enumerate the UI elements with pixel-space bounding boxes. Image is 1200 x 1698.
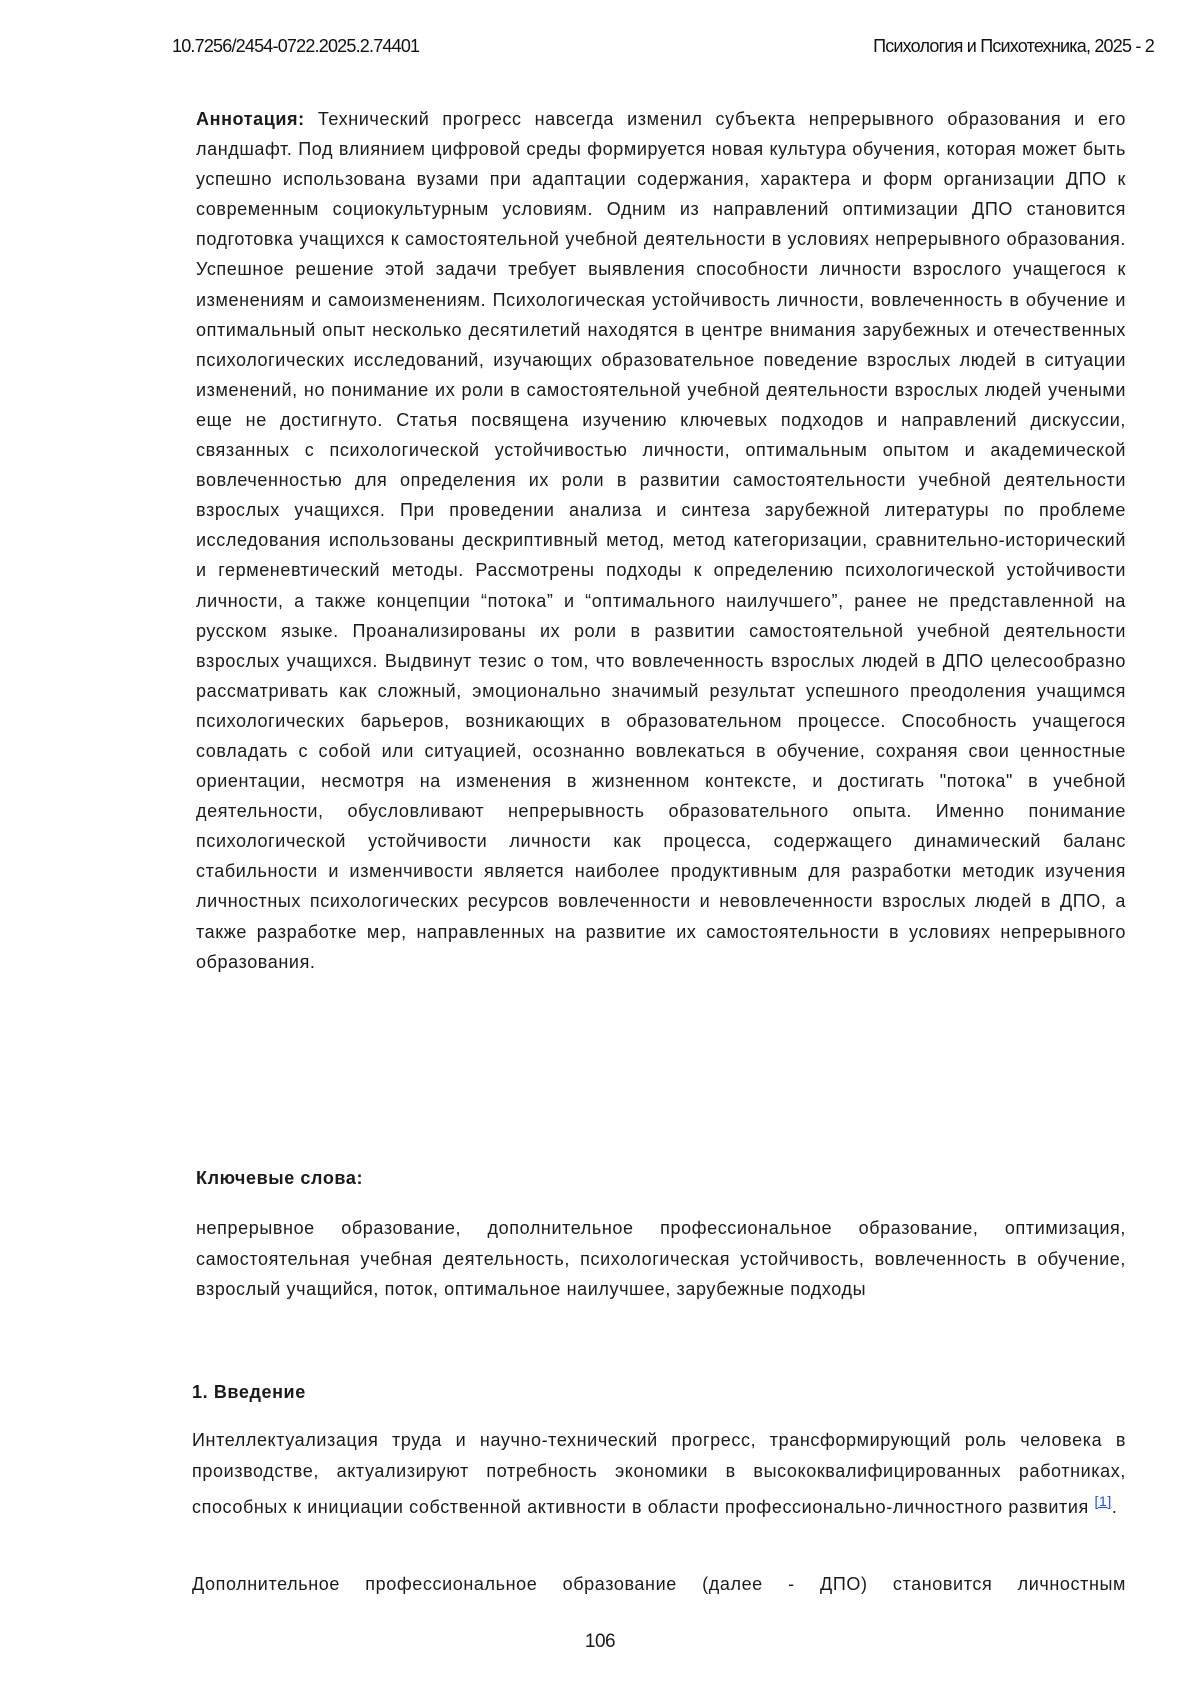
intro-paragraph: [192, 1425, 1126, 1523]
section-heading: 1. Введение: [192, 1382, 306, 1403]
abstract-label: Аннотация:: [196, 109, 305, 129]
reference-1: [1095, 1493, 1112, 1510]
page-number: 106: [0, 1631, 1200, 1653]
doi: 10.7256/2454-0722.2025.2.74401: [172, 36, 419, 57]
keywords-title: Ключевые слова:: [196, 1168, 363, 1189]
abstract-paragraph: [196, 104, 1126, 977]
abstract-block: [196, 104, 1126, 977]
intro-text-tail: .: [1112, 1497, 1118, 1517]
intro-paragraph-2: Дополнительное профессиональное образование (далее - ДПО) становится личностным: [192, 1569, 1126, 1599]
journal-title: Психология и Психотехника, 2025 - 2: [873, 36, 1154, 57]
intro-text: Интеллектуализация труда и научно-технический прогресс, трансформирующий роль человека в производстве, актуализируют потребность экономики в высококвалифицированных работниках, способных к инициации собственной активности в области профессионально-личностного развития: [192, 1430, 1126, 1517]
abstract-text: Технический прогресс навсегда изменил субъекта непрерывного образования и его ландшафт. Под влиянием цифровой среды формируется новая культура обучения, которая может быть успешно использована вузами при адаптации содержания, характера и форм организации ДПО к современным социокультурным условиям. Одним из направлений оптимизации ДПО становится подготовка учащихся к самостоятельной учебной деятельности в условиях непрерывного образования. Успешное решение этой задачи требует выявления способности личности взрослого учащегося к изменениям и самоизменениям. Психологическая устойчивость личности, вовлеченность в обучение и оптимальный опыт несколько десятилетий находятся в центре внимания зарубежных и отечественных психологических исследований, изучающих образовательное поведение взрослых людей в ситуации изменений, но понимание их роли в самостоятельной учебной деятельности взрослых людей учеными еще не достигнуто. Статья посвящена изучению ключевых подходов и направлений дискуссии, связанных с психологической устойчивостью личности, оптимальным опытом и академической вовлеченностью для определения их роли в развитии самостоятельности учебной деятельности взрослых учащихся. При проведении анализа и синтеза зарубежной литературы по проблеме исследования использованы дескриптивный метод, метод категоризации, сравнительно-исторический и герменевтический методы. Рассмотрены подходы к определению психологической устойчивости личности, а также концепции “потока” и “оптимального наилучшего”, ранее не представленной на русском языке. Проанализированы их роли в развитии самостоятельной учебной деятельности взрослых учащихся. Выдвинут тезис о том, что вовлеченность взрослых людей в ДПО целесообразно рассматривать как сложный, эмоционально значимый результат успешного преодоления учащимся психологических барьеров, возникающих в образовательном процессе. Способность учащегося совладать с собой или ситуацией, осознанно вовлекаться в обучение, сохраняя свои ценностные ориентации, несмотря на изменения в жизненном контексте, и достигать "потока" в учебной деятельности, обусловливают непрерывность образовательного опыта. Именно понимание психологической устойчивости личности как процесса, содержащего динамический баланс стабильности и изменчивости является наиболее продуктивным для разработки методик изучения личностных психологических ресурсов вовлеченности и невовлеченности взрослых людей в ДПО, а также разработке мер, направленных на развитие их самостоятельности в условиях непрерывного образования.: [196, 109, 1126, 972]
running-header: [0, 36, 1200, 60]
keywords-text: непрерывное образование, дополнительное профессиональное образование, оптимизация, самостоятельная учебная деятельность, психологическая устойчивость, вовлеченность в обучение, взрослый учащийся, поток, оптимальное наилучшее, зарубежные подходы: [196, 1213, 1126, 1305]
reference-link-1[interactable]: [1]: [1095, 1493, 1112, 1509]
